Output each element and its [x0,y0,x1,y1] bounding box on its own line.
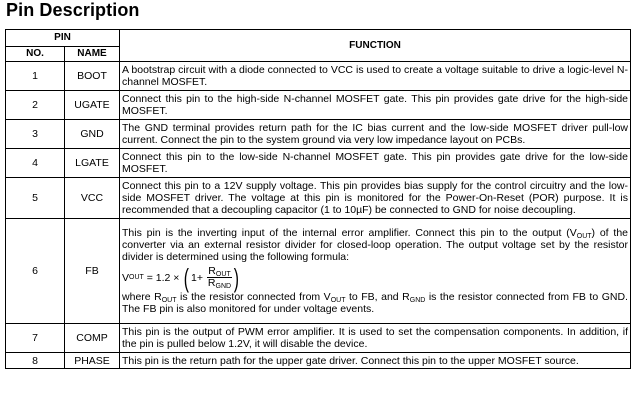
pin-number: 5 [6,178,65,219]
pin-name: COMP [65,324,120,353]
pin-number: 6 [6,219,65,324]
pin-number: 7 [6,324,65,353]
pin-function: This pin is the output of PWM error amplifier. It is used to set the compensation components. In addition, if the pin is pulled below 1.2V, it will disable the device. [120,324,631,353]
pin-description-table [5,29,631,369]
fb-description: This pin is the inverting input of the internal error amplifier. Connect this pin to the output $(V_{OUT})$ of the converter via an external resistor divider for closed-loop operation. The output voltage set by the resistor divider is determined using the following formula: [122,227,629,263]
table-row [6,149,631,178]
pin-number: 1 [6,62,65,91]
pin-function [120,219,631,324]
pin-number: 8 [6,353,65,369]
pin-name: UGATE [65,91,120,120]
pin-number: 4 [6,149,65,178]
pin-function: Connect this pin to a 12V supply voltage. This pin provides bias supply for the control circuitry and the low-side MOSFET driver. The voltage at this pin is monitored for the Power-On-Reset (POR) purpose. It is recommended that a decoupling capacitor (1 to 10µF) be connected to GND for noise decoupling. [120,178,631,219]
pin-function: A bootstrap circuit with a diode connected to VCC is used to create a voltage suitable to drive a logic-level N-channel MOSFET. [120,62,631,91]
pin-name: LGATE [65,149,120,178]
pin-name: GND [65,120,120,149]
pin-function: Connect this pin to the high-side N-channel MOSFET gate. This pin provides gate drive for the high-side MOSFET. [120,91,631,120]
pin-header: PIN [6,30,120,47]
table-row [6,219,631,324]
left-paren: ( [184,262,190,293]
pin-number: 2 [6,91,65,120]
table-row [6,91,631,120]
table-row [6,353,631,369]
fb-resistor-description: where $R_{OUT}$ is the resistor connected from $V_{OUT}$ to FB, and $R_{GND}$ is the resistor connected from FB to GND. The FB pin is also monitored for under voltage events. [122,291,628,315]
table-row [6,62,631,91]
output-voltage-formula: V OUT = 1.2 × ( 1+ $\frac{R_{OUT}}{R_{GND}}$ ) [122,262,239,293]
function-header: FUNCTION [120,30,631,62]
table-row [6,178,631,219]
pin-name: VCC [65,178,120,219]
table-row [6,324,631,353]
resistor-ratio: $\frac{R_{OUT}}{R_{GND}}$ [207,265,232,290]
right-paren: ) [233,262,239,293]
table-row [6,120,631,149]
pin-function: This pin is the return path for the upper gate driver. Connect this pin to the upper MOSFET source. [120,353,631,369]
pin-name: PHASE [65,353,120,369]
pin-name: BOOT [65,62,120,91]
page-title: Pin Description [6,0,140,20]
table-header-row [6,30,631,47]
no-header: NO. [6,47,65,62]
pin-function: Connect this pin to the low-side N-channel MOSFET gate. This pin provides gate drive for the low-side MOSFET. [120,149,631,178]
pin-number: 3 [6,120,65,149]
pin-name: FB [65,219,120,324]
pin-function: The GND terminal provides return path for the IC bias current and the low-side MOSFET driver pull-low current. Connect the pin to the system ground via very low impedance layout on PCBs. [120,120,631,149]
name-header: NAME [65,47,120,62]
